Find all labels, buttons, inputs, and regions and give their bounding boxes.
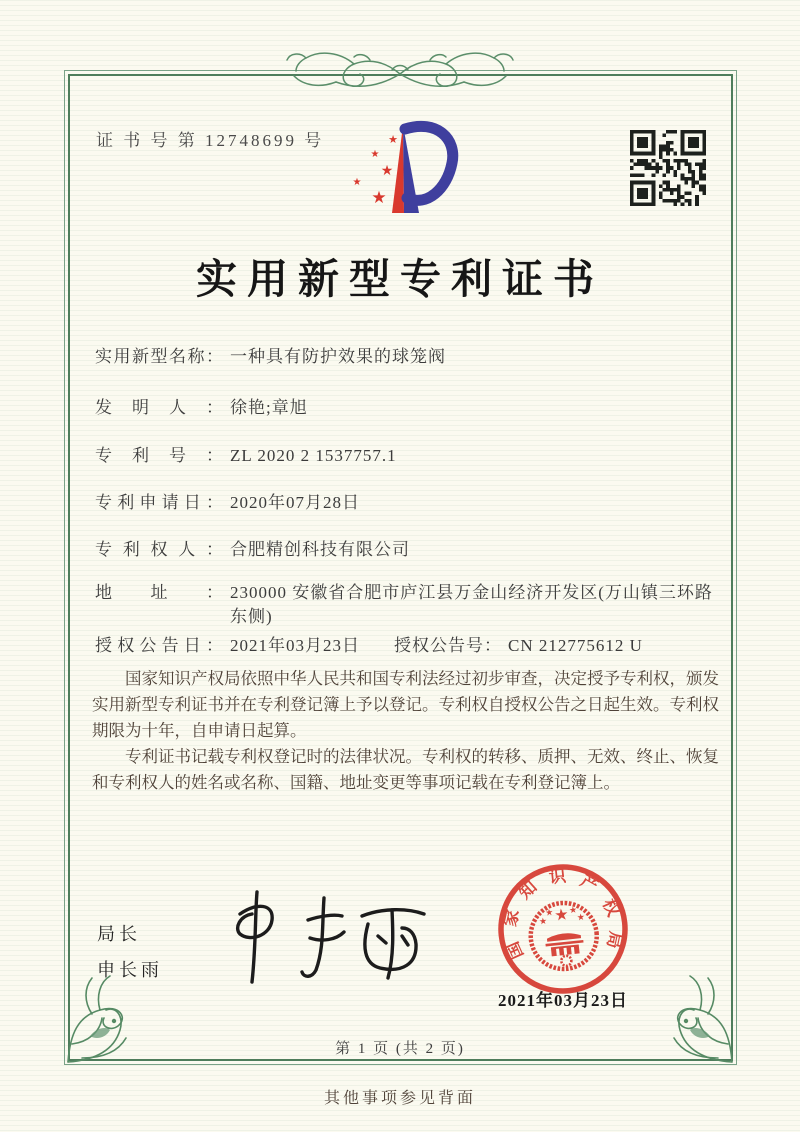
field-address — [95, 581, 720, 629]
svg-text:国: 国 — [502, 938, 528, 962]
field-inventor — [95, 396, 720, 420]
svg-text:★: ★ — [568, 904, 578, 916]
back-side-note: 其他事项参见背面 — [323, 1090, 476, 1107]
star-icon: ★ — [371, 188, 387, 207]
legal-paragraph-1: 国家知识产权局依照中华人民共和国专利法经过初步审查，决定授予专利权，颁发实用新型专利证书并在专利登记簿上予以登记。专利权自授权公告之日起生效。专利权期限为十年，自申请日起算。 — [92, 669, 719, 740]
certificate-number: 证 书 号 第 12748699 号 — [96, 131, 325, 150]
field-utility-model-name — [95, 345, 720, 369]
cnipa-logo-icon — [345, 113, 475, 220]
svg-text:★: ★ — [576, 911, 586, 923]
field-label: 授权公告号： — [394, 636, 502, 655]
svg-text:★: ★ — [544, 906, 554, 918]
national-emblem-icon — [527, 900, 600, 973]
field-value: CN 212775612 U — [508, 636, 643, 655]
legal-text — [92, 666, 720, 796]
certificate-title: 实用新型专利证书 — [196, 256, 604, 302]
field-value: 230000 安徽省合肥市庐江县万金山经济开发区(万山镇三环路东侧) — [230, 583, 713, 626]
field-label: 发明人： — [95, 398, 224, 417]
field-value: 2021年03月23日 — [230, 636, 360, 655]
field-value: 徐艳;章旭 — [230, 398, 308, 417]
field-value: 合肥精创科技有限公司 — [230, 540, 410, 559]
top-border-ornament-icon — [280, 44, 520, 104]
svg-text:知: 知 — [515, 877, 541, 903]
field-value: 一种具有防护效果的球笼阀 — [230, 347, 446, 366]
svg-text:产: 产 — [577, 871, 602, 897]
star-icon: ★ — [388, 134, 398, 146]
field-grant-row — [95, 634, 720, 658]
star-icon: ★ — [380, 164, 394, 179]
signature-icon — [212, 886, 442, 986]
svg-text:识: 识 — [548, 866, 567, 888]
field-label: 地址： — [95, 583, 224, 602]
field-label: 专利号： — [95, 446, 224, 465]
svg-text:局: 局 — [603, 929, 626, 951]
seal-date: 2021年03月23日 — [498, 991, 628, 1010]
field-value: ZL 2020 2 1537757.1 — [230, 446, 397, 465]
star-icon: ★ — [370, 149, 380, 160]
qr-code — [630, 130, 706, 206]
field-label: 实用新型名称： — [95, 347, 224, 366]
svg-text:★: ★ — [538, 915, 548, 927]
field-label: 授权公告日： — [95, 636, 224, 655]
svg-text:家: 家 — [500, 907, 523, 929]
signer-name: 申长雨 — [97, 960, 163, 980]
field-label: 专利申请日： — [95, 493, 224, 512]
field-filing-date — [95, 491, 720, 515]
field-patent-number — [95, 444, 720, 468]
field-patentee — [95, 538, 720, 562]
signer-title: 局长 — [97, 924, 141, 944]
field-label: 专利权人： — [95, 540, 224, 559]
legal-paragraph-2: 专利证书记载专利权登记时的法律状况。专利权的转移、质押、无效、终止、恢复和专利权人的姓名或名称、国籍、地址变更等事项记载在专利登记簿上。 — [92, 747, 719, 792]
page-number: 第 1 页 (共 2 页) — [335, 1041, 465, 1057]
field-value: 2020年07月28日 — [230, 493, 360, 512]
star-icon: ★ — [352, 177, 362, 188]
svg-text:权: 权 — [598, 896, 624, 920]
svg-text:★: ★ — [553, 906, 570, 925]
